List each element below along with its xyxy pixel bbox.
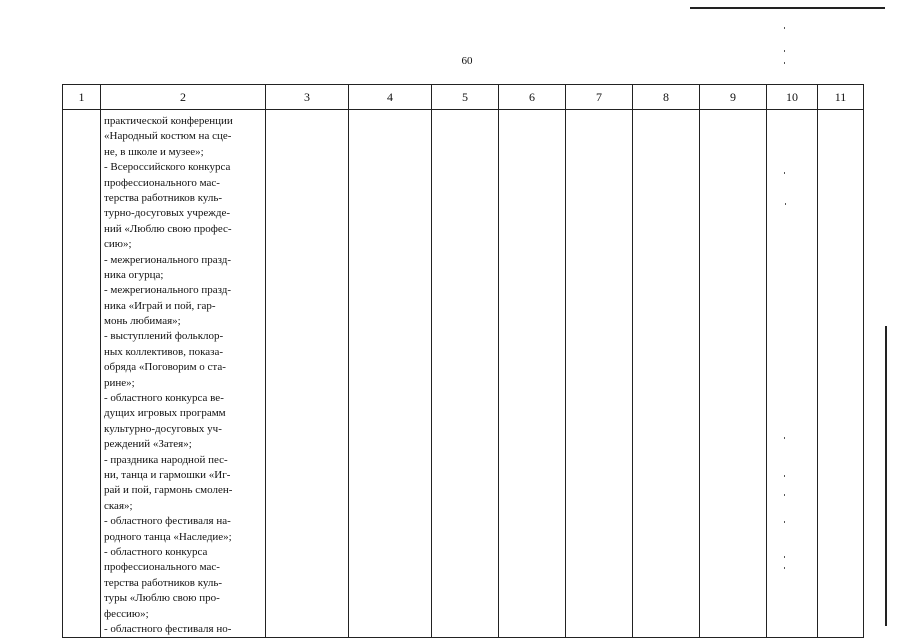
- cell-text-line: рай и пой, гармонь смолен-: [104, 484, 233, 497]
- column-header-8: 8: [633, 85, 700, 110]
- table-cell-col-8: [633, 110, 700, 638]
- column-header-7: 7: [566, 85, 633, 110]
- column-header-5: 5: [432, 85, 499, 110]
- cell-text-line: терства работников куль-: [104, 191, 223, 204]
- table-cell-col-11: [818, 110, 864, 638]
- cell-text-line: ни, танца и гармошки «Иг-: [104, 468, 231, 481]
- scan-edge-line-right: [885, 326, 887, 626]
- table-cell-col-7: [566, 110, 633, 638]
- scan-speck: [784, 27, 785, 29]
- table-cell-col-2: [101, 110, 266, 638]
- cell-text-line: монь любимая»;: [104, 315, 181, 328]
- column-header-9: 9: [700, 85, 767, 110]
- column-header-4: 4: [349, 85, 432, 110]
- table-row: [63, 110, 864, 638]
- cell-text-line: - выступлений фольклор-: [104, 330, 224, 343]
- cell-text-line: практической конференции: [104, 115, 233, 127]
- column-header-11: 11: [818, 85, 864, 110]
- cell-text-line: ника огурца;: [104, 268, 164, 281]
- cell-text-line: дущих игровых программ: [104, 407, 226, 420]
- cell-text-line: терства работников куль-: [104, 576, 223, 589]
- cell-text-line: рине»;: [104, 376, 135, 389]
- cell-text-line: - областного фестиваля но-: [104, 622, 232, 635]
- table-cell-col-6: [499, 110, 566, 638]
- cell-text-line: - областного фестиваля на-: [104, 515, 231, 528]
- cell-text-line: культурно-досуговых уч-: [104, 422, 222, 435]
- cell-text-line: «Народный костюм на сце-: [104, 130, 232, 143]
- header-row: [63, 85, 864, 110]
- cell-text-line: турно-досуговых учрежде-: [104, 207, 231, 220]
- cell-text-line: профессионального мас-: [104, 176, 220, 189]
- table-cell-col-3: [266, 110, 349, 638]
- column-header-10: 10: [767, 85, 818, 110]
- cell-text-line: ний «Люблю свою профес-: [104, 222, 232, 235]
- table-cell-col-9: [700, 110, 767, 638]
- cell-text-line: реждений «Затея»;: [104, 438, 192, 451]
- cell-text-line: ника «Играй и пой, гар-: [104, 299, 216, 312]
- column-header-1: 1: [63, 85, 101, 110]
- cell-text-line: туры «Люблю свою про-: [104, 592, 220, 605]
- scan-speck: [784, 62, 785, 64]
- table-cell-col-1: [63, 110, 101, 638]
- data-table: [62, 84, 864, 638]
- cell-text-line: - межрегионального празд-: [104, 284, 232, 297]
- column-header-6: 6: [499, 85, 566, 110]
- column-header-2: 2: [101, 85, 266, 110]
- cell-text-line: - межрегионального празд-: [104, 253, 232, 266]
- cell-text-line: - областного конкурса ве-: [104, 392, 224, 405]
- cell-text-line: не, в школе и музее»;: [104, 145, 204, 158]
- cell-text-line: ская»;: [104, 499, 133, 512]
- cell-text-line: обряда «Поговорим о ста-: [104, 361, 226, 374]
- page-number: 60: [461, 55, 473, 67]
- cell-text-block: [101, 110, 265, 637]
- cell-text-line: - областного конкурса: [104, 545, 208, 558]
- scan-edge-line-top: [690, 7, 885, 9]
- table-cell-col-5: [432, 110, 499, 638]
- table-cell-col-10: [767, 110, 818, 638]
- scan-speck: [784, 50, 785, 52]
- cell-text-line: профессионального мас-: [104, 561, 220, 574]
- cell-text-line: - Всероссийского конкурса: [104, 161, 231, 174]
- cell-text-line: родного танца «Наследие»;: [104, 530, 232, 543]
- table-cell-col-4: [349, 110, 432, 638]
- cell-text-line: сию»;: [104, 238, 132, 251]
- column-header-3: 3: [266, 85, 349, 110]
- cell-text-line: - праздника народной пес-: [104, 453, 228, 466]
- cell-text-line: ных коллективов, показа-: [104, 345, 224, 358]
- cell-text-line: фессию»;: [104, 607, 149, 620]
